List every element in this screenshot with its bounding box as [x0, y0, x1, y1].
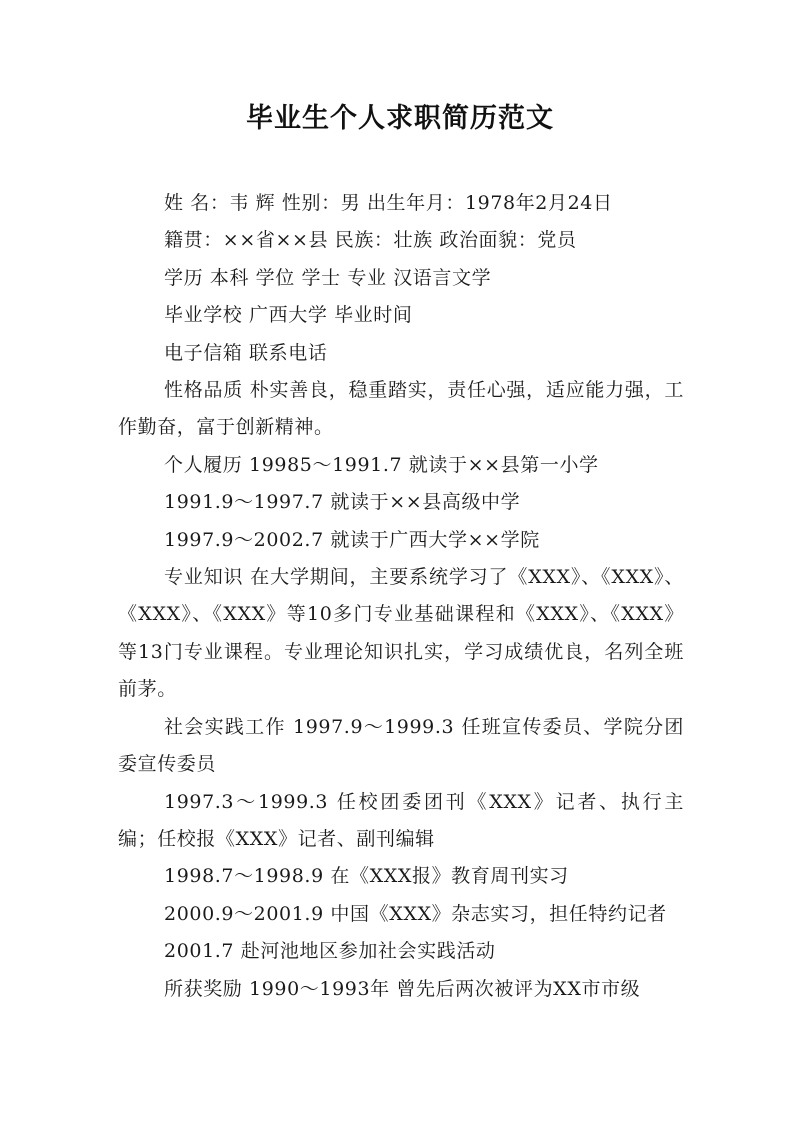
paragraph-contact: 电子信箱 联系电话	[164, 341, 328, 364]
paragraph-practice-2: 1997.3～1999.3 任校团委团刊《XXX》记者、执行主编；任校报《XXX》记者、副刊编辑	[118, 790, 684, 850]
paragraph-origin: 籍贯：××省××县 民族：壮族 政治面貌：党员	[164, 229, 577, 252]
paragraph-knowledge: 专业知识 在大学期间，主要系统学习了《XXX》、《XXX》、《XXX》、《XXX》等10多门专业基础课程和《XXX》、《XXX》等13门专业课程。专业理论知识扎实，学习成绩优良，名列全班前茅。	[118, 566, 684, 701]
paragraph-basic-info: 姓 名：韦 辉 性别：男 出生年月：1978年2月24日	[164, 192, 613, 214]
paragraph-practice-3: 1998.7～1998.9 在《XXX报》教育周刊实习	[164, 865, 569, 888]
paragraph-history-2: 1991.9～1997.7 就读于××县高级中学	[164, 491, 521, 514]
document-title: 毕业生个人求职简历范文	[246, 103, 554, 134]
paragraph-practice-4: 2000.9～2001.9 中国《XXX》杂志实习，担任特约记者	[164, 902, 667, 925]
paragraph-school: 毕业学校 广西大学 毕业时间	[164, 304, 413, 327]
paragraph-practice-1: 社会实践工作 1997.9～1999.3 任班宣传委员、学院分团委宣传委员	[118, 715, 684, 776]
paragraph-education: 学历 本科 学位 学士 专业 汉语言文学	[164, 266, 492, 289]
paragraph-practice-5: 2001.7 赴河池地区参加社会实践活动	[164, 940, 496, 963]
paragraph-awards: 所获奖励 1990～1993年 曾先后两次被评为XX市市级	[164, 977, 641, 1000]
paragraph-character: 性格品质 朴实善良，稳重踏实，责任心强，适应能力强，工作勤奋，富于创新精神。	[118, 379, 684, 439]
paragraph-history-1: 个人履历 19985～1991.7 就读于××县第一小学	[164, 453, 599, 476]
document-body	[118, 185, 684, 1008]
paragraph-history-3: 1997.9～2002.7 就读于广西大学××学院	[164, 528, 540, 551]
